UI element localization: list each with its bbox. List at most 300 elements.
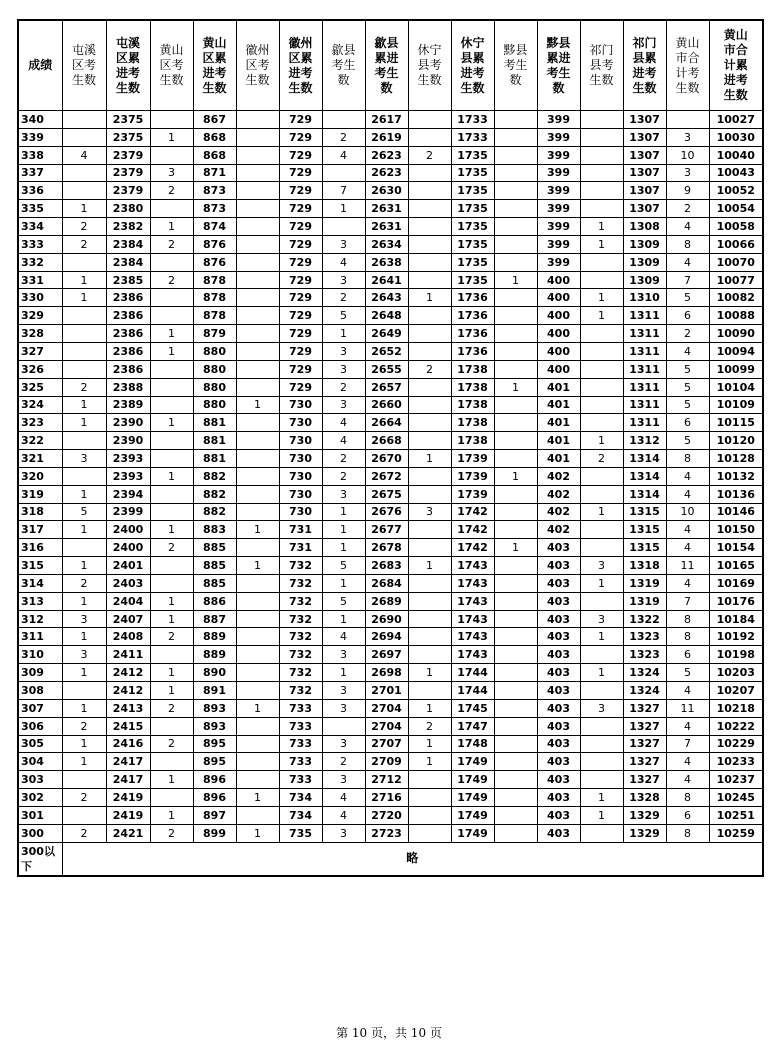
table-cell: 403 [537,592,580,610]
table-cell [150,146,193,164]
table-cell: 10090 [709,325,763,343]
table-cell [150,111,193,129]
table-cell: 1 [580,235,623,253]
table-cell: 729 [279,378,322,396]
table-cell [494,432,537,450]
table-cell: 867 [193,111,236,129]
table-cell: 1735 [451,235,494,253]
table-cell: 1315 [623,539,666,557]
table-cell: 3 [322,699,365,717]
table-cell [408,396,451,414]
omitted-note: 略 [62,842,763,876]
table-cell [62,771,106,789]
table-cell: 399 [537,182,580,200]
table-cell [62,111,106,129]
table-cell [408,432,451,450]
table-cell: 1738 [451,360,494,378]
table-cell: 1 [62,200,106,218]
table-cell: 2697 [365,646,408,664]
table-cell [494,557,537,575]
table-cell: 1329 [623,806,666,824]
table-row [18,235,763,253]
table-cell: 1736 [451,325,494,343]
table-cell: 402 [537,467,580,485]
table-cell: 2384 [106,253,150,271]
table-cell: 4 [322,789,365,807]
table-cell: 1736 [451,307,494,325]
table-cell: 1307 [623,182,666,200]
table-cell: 3 [666,164,709,182]
table-cell: 6 [666,806,709,824]
table-cell [580,253,623,271]
table-cell: 3 [322,646,365,664]
table-cell: 874 [193,218,236,236]
table-row [18,253,763,271]
table-cell: 1 [150,664,193,682]
table-cell [62,128,106,146]
table-cell [494,735,537,753]
table-cell [580,414,623,432]
table-cell: 1329 [623,824,666,842]
table-cell: 879 [193,325,236,343]
table-cell: 1 [150,521,193,539]
table-cell: 2694 [365,628,408,646]
table-cell: 2417 [106,771,150,789]
table-cell: 2 [62,218,106,236]
table-cell [580,717,623,735]
table-cell: 878 [193,271,236,289]
table-cell: 2690 [365,610,408,628]
table-cell: 3 [580,699,623,717]
table-cell: 1733 [451,111,494,129]
table-cell: 1747 [451,717,494,735]
table-cell: 1327 [623,771,666,789]
table-cell: 2 [62,717,106,735]
table-cell [150,485,193,503]
table-cell [150,753,193,771]
table-cell: 5 [322,592,365,610]
table-cell [580,342,623,360]
table-cell: 1311 [623,307,666,325]
table-cell [494,521,537,539]
table-cell: 729 [279,164,322,182]
column-header-label: 祁门县累进考生数 [632,35,657,95]
table-cell: 5 [666,664,709,682]
table-cell: 729 [279,253,322,271]
score-cell: 337 [18,164,62,182]
table-cell [150,789,193,807]
table-cell [236,414,279,432]
table-cell [236,574,279,592]
table-cell [236,307,279,325]
table-cell: 10115 [709,414,763,432]
column-header-16 [709,20,763,111]
omitted-scores-row [18,842,763,876]
table-cell [580,771,623,789]
table-cell: 1323 [623,646,666,664]
table-row [18,735,763,753]
table-cell: 730 [279,450,322,468]
score-cell: 338 [18,146,62,164]
table-cell: 2 [62,235,106,253]
table-cell: 1307 [623,146,666,164]
table-cell: 2704 [365,699,408,717]
table-cell: 882 [193,467,236,485]
table-row [18,682,763,700]
table-cell: 2 [408,717,451,735]
table-cell [236,467,279,485]
table-row [18,307,763,325]
table-cell [62,432,106,450]
table-cell: 1328 [623,789,666,807]
table-cell: 10054 [709,200,763,218]
table-cell: 883 [193,521,236,539]
table-row [18,574,763,592]
table-cell: 10 [666,503,709,521]
table-cell: 1314 [623,467,666,485]
table-cell: 1327 [623,753,666,771]
table-cell [494,682,537,700]
table-cell: 1738 [451,396,494,414]
table-cell [494,664,537,682]
table-cell: 2388 [106,378,150,396]
table-cell: 401 [537,414,580,432]
table-cell: 403 [537,717,580,735]
score-cell: 324 [18,396,62,414]
column-header-14 [623,20,666,111]
table-cell: 2401 [106,557,150,575]
table-cell: 10229 [709,735,763,753]
table-cell: 1 [150,771,193,789]
table-cell: 2399 [106,503,150,521]
table-cell: 2379 [106,146,150,164]
score-cell: 308 [18,682,62,700]
table-cell [580,735,623,753]
table-cell: 400 [537,271,580,289]
table-cell: 2623 [365,146,408,164]
column-header-label: 黄山区考生数 [159,43,184,87]
table-cell [494,342,537,360]
table-cell [494,574,537,592]
table-cell: 10043 [709,164,763,182]
table-cell: 2 [150,824,193,842]
table-cell: 10259 [709,824,763,842]
table-cell [494,628,537,646]
table-cell [494,289,537,307]
table-cell: 2394 [106,485,150,503]
table-cell: 3 [322,824,365,842]
table-cell: 9 [666,182,709,200]
table-cell: 729 [279,200,322,218]
table-cell: 1 [408,735,451,753]
table-cell: 1 [236,789,279,807]
column-header-label: 屯溪区考生数 [71,43,96,87]
table-cell: 2 [666,200,709,218]
table-cell: 873 [193,182,236,200]
table-cell [494,307,537,325]
column-header-10 [451,20,494,111]
table-cell: 3 [62,610,106,628]
score-cell: 312 [18,610,62,628]
table-cell: 1739 [451,485,494,503]
table-cell: 2 [580,450,623,468]
table-cell [322,717,365,735]
table-cell [62,164,106,182]
table-cell: 2417 [106,753,150,771]
table-cell: 1324 [623,664,666,682]
table-cell: 1319 [623,574,666,592]
table-cell: 881 [193,432,236,450]
table-cell: 2648 [365,307,408,325]
table-cell: 4 [666,539,709,557]
table-cell: 4 [666,717,709,735]
table-cell [580,485,623,503]
table-cell: 876 [193,253,236,271]
score-distribution-table [17,19,764,877]
table-cell: 887 [193,610,236,628]
table-cell: 10104 [709,378,763,396]
table-cell: 403 [537,824,580,842]
table-cell: 880 [193,378,236,396]
table-cell [150,646,193,664]
table-cell: 729 [279,271,322,289]
table-cell: 2389 [106,396,150,414]
table-cell: 10203 [709,664,763,682]
table-cell: 2400 [106,539,150,557]
table-cell: 10128 [709,450,763,468]
table-cell: 1 [322,610,365,628]
table-row [18,378,763,396]
table-cell: 6 [666,414,709,432]
table-cell [580,646,623,664]
table-cell: 3 [62,450,106,468]
table-cell: 1736 [451,289,494,307]
table-row [18,467,763,485]
score-cell: 336 [18,182,62,200]
table-cell [494,164,537,182]
score-cell: 319 [18,485,62,503]
table-cell [62,360,106,378]
column-header-label: 徽州区累进考生数 [288,35,313,95]
table-cell [494,325,537,343]
table-cell: 1738 [451,378,494,396]
header-row [18,20,763,111]
score-cell: 301 [18,806,62,824]
table-cell: 2379 [106,164,150,182]
column-header-15 [666,20,709,111]
table-cell: 1 [322,503,365,521]
table-cell: 10 [666,146,709,164]
table-cell: 1 [408,289,451,307]
table-cell: 4 [666,521,709,539]
table-cell: 403 [537,771,580,789]
table-cell [150,289,193,307]
table-cell: 1 [580,806,623,824]
table-cell [494,824,537,842]
table-cell: 1 [580,574,623,592]
table-cell: 403 [537,699,580,717]
table-cell: 2400 [106,521,150,539]
column-header-3 [150,20,193,111]
table-cell: 1744 [451,682,494,700]
table-row [18,771,763,789]
table-cell: 3 [322,485,365,503]
table-cell: 732 [279,574,322,592]
table-cell: 885 [193,539,236,557]
score-cell: 329 [18,307,62,325]
table-cell: 732 [279,557,322,575]
table-cell [580,200,623,218]
table-cell: 403 [537,628,580,646]
table-cell [408,806,451,824]
table-cell [150,557,193,575]
table-cell: 732 [279,592,322,610]
table-cell: 2 [150,735,193,753]
table-cell: 8 [666,610,709,628]
table-row [18,218,763,236]
table-cell [494,503,537,521]
table-row [18,664,763,682]
table-cell [150,432,193,450]
column-header-7 [322,20,365,111]
table-cell: 2631 [365,218,408,236]
table-cell: 895 [193,735,236,753]
score-cell: 314 [18,574,62,592]
table-cell [236,682,279,700]
score-cell: 309 [18,664,62,682]
table-cell [408,414,451,432]
table-cell: 10198 [709,646,763,664]
table-cell: 8 [666,789,709,807]
table-cell: 8 [666,235,709,253]
table-cell: 1 [62,664,106,682]
table-cell: 1311 [623,360,666,378]
table-cell: 1 [580,503,623,521]
table-cell: 1312 [623,432,666,450]
table-cell [408,467,451,485]
table-cell: 10233 [709,753,763,771]
table-cell: 2380 [106,200,150,218]
table-cell: 1 [62,735,106,753]
table-cell [236,646,279,664]
table-cell: 5 [666,360,709,378]
table-cell: 3 [62,646,106,664]
score-cell: 305 [18,735,62,753]
table-cell: 1743 [451,628,494,646]
table-cell [408,610,451,628]
table-cell: 730 [279,467,322,485]
table-cell: 2652 [365,342,408,360]
table-cell: 10237 [709,771,763,789]
column-header-9 [408,20,451,111]
table-cell: 3 [322,271,365,289]
table-cell [408,824,451,842]
table-cell: 729 [279,218,322,236]
table-cell: 4 [666,771,709,789]
table-cell: 732 [279,646,322,664]
table-cell: 5 [322,307,365,325]
table-cell: 10058 [709,218,763,236]
table-cell: 2 [322,289,365,307]
score-cell: 316 [18,539,62,557]
score-cell: 322 [18,432,62,450]
table-cell: 1 [236,557,279,575]
table-cell: 10030 [709,128,763,146]
table-cell: 10218 [709,699,763,717]
table-cell: 2617 [365,111,408,129]
table-cell: 896 [193,789,236,807]
table-cell [236,539,279,557]
table-cell: 10184 [709,610,763,628]
table-cell: 1 [236,824,279,842]
table-cell: 1 [150,342,193,360]
table-cell: 8 [666,450,709,468]
table-cell [494,253,537,271]
table-cell [236,146,279,164]
table-cell: 3 [322,771,365,789]
table-cell [236,200,279,218]
table-row [18,182,763,200]
table-cell: 891 [193,682,236,700]
table-cell: 2 [150,699,193,717]
table-cell: 732 [279,610,322,628]
table-cell: 403 [537,610,580,628]
table-cell: 401 [537,396,580,414]
table-cell: 4 [322,253,365,271]
table-cell: 3 [322,235,365,253]
table-row [18,342,763,360]
table-cell: 890 [193,664,236,682]
table-cell [236,218,279,236]
table-cell [408,253,451,271]
table-cell: 2419 [106,806,150,824]
table-cell [580,164,623,182]
table-cell: 885 [193,557,236,575]
table-cell [408,628,451,646]
table-cell: 2677 [365,521,408,539]
table-cell [580,146,623,164]
table-cell [494,128,537,146]
table-cell: 403 [537,646,580,664]
table-cell: 4 [322,146,365,164]
table-cell: 2393 [106,467,150,485]
table-cell [408,521,451,539]
table-cell: 2660 [365,396,408,414]
table-cell [580,360,623,378]
table-cell: 2421 [106,824,150,842]
table-cell: 4 [322,806,365,824]
table-cell: 1309 [623,235,666,253]
table-cell: 1 [580,218,623,236]
table-cell: 10082 [709,289,763,307]
table-cell: 4 [666,682,709,700]
table-cell: 2676 [365,503,408,521]
table-cell [62,342,106,360]
column-header-label: 黄山区累进考生数 [202,35,227,95]
table-cell: 2716 [365,789,408,807]
table-row [18,557,763,575]
table-cell [408,771,451,789]
table-cell: 2413 [106,699,150,717]
table-row [18,753,763,771]
table-cell [150,396,193,414]
table-row [18,432,763,450]
table-cell: 1310 [623,289,666,307]
table-cell [236,360,279,378]
table-cell: 2 [150,235,193,253]
table-cell [236,735,279,753]
table-cell: 10027 [709,111,763,129]
